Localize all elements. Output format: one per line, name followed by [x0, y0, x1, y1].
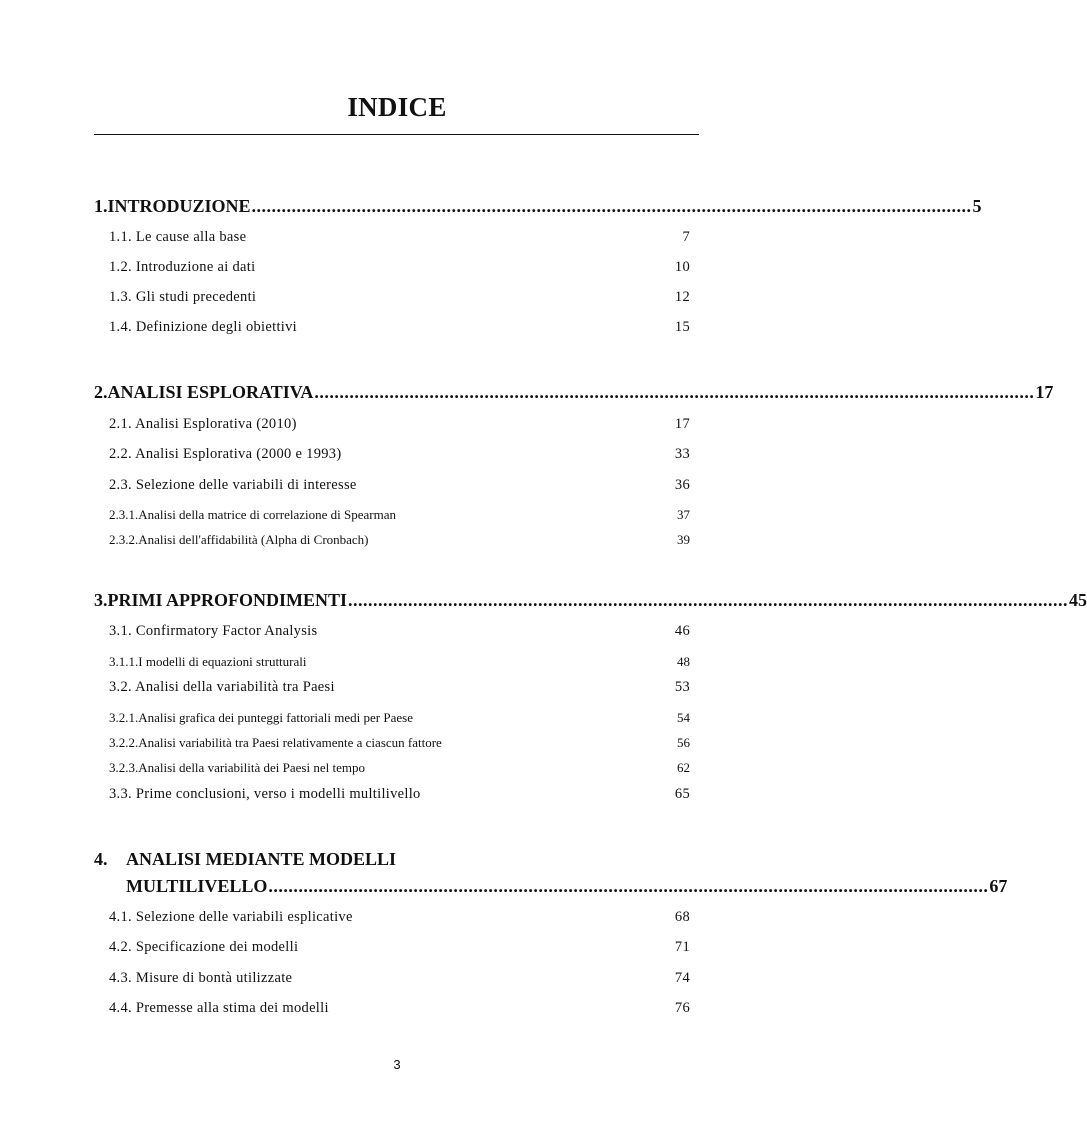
toc-chapter-4-line1[interactable] [94, 849, 690, 870]
toc-subsection[interactable] [109, 532, 690, 548]
toc-section[interactable] [109, 970, 690, 987]
page-title: INDICE [347, 92, 447, 122]
section-page: 10 [674, 259, 690, 275]
dot-leader: ................................................................................................................................................ [348, 590, 1068, 610]
toc-subsection[interactable] [109, 654, 690, 670]
dot-leader: ................................................................................................................................................ [268, 876, 989, 896]
section-label: 3.3. Prime conclusioni, verso i modelli multilivello [109, 786, 421, 802]
section-label: 1.4. Definizione degli obiettivi [109, 319, 297, 335]
chapter-number: 2. [94, 382, 108, 402]
chapter-page: 67 [989, 876, 1008, 896]
chapter-page: 45 [1069, 590, 1087, 610]
chapter-number: 3. [94, 590, 108, 610]
section-page: 48 [677, 654, 690, 669]
toc-subsection[interactable] [109, 760, 690, 776]
section-page: 76 [674, 1000, 690, 1016]
chapter-title: MULTILIVELLO [126, 876, 268, 896]
section-page: 56 [677, 735, 690, 750]
toc-section[interactable] [109, 939, 690, 956]
section-page: 68 [674, 909, 690, 925]
section-label: 4.3. Misure di bontà utilizzate [109, 970, 293, 986]
section-label: 3.2.2.Analisi variabilità tra Paesi relativamente a ciascun fattore [109, 735, 442, 750]
chapter-title: ANALISI ESPLORATIVA [107, 382, 314, 402]
section-label: 2.1. Analisi Esplorativa (2010) [109, 416, 297, 432]
section-label: 2.2. Analisi Esplorativa (2000 e 1993) [109, 446, 342, 462]
section-label: 3.1. Confirmatory Factor Analysis [109, 623, 318, 639]
toc-section[interactable] [109, 446, 690, 463]
section-page: 7 [682, 229, 690, 245]
section-label: 1.1. Le cause alla base [109, 229, 247, 245]
chapter-title-line1: ANALISI MEDIANTE MODELLI [126, 849, 397, 869]
section-page: 62 [677, 760, 690, 775]
section-label: 2.3.1.Analisi della matrice di correlazione di Spearman [109, 507, 396, 522]
section-label: 4.2. Specificazione dei modelli [109, 939, 299, 955]
toc-section[interactable] [109, 289, 690, 306]
dot-leader: ................................................................................................................................................ [251, 196, 972, 216]
section-page: 15 [674, 319, 690, 335]
chapter-title: PRIMI APPROFONDIMENTI [107, 590, 347, 610]
section-label: 3.2. Analisi della variabilità tra Paesi [109, 679, 335, 695]
section-page: 46 [674, 623, 690, 639]
toc-section[interactable] [109, 229, 690, 246]
toc-subsection[interactable] [109, 507, 690, 523]
section-label: 3.2.3.Analisi della variabilità dei Paesi nel tempo [109, 760, 365, 775]
page-number: 3 [393, 1057, 401, 1072]
section-label: 4.4. Premesse alla stima dei modelli [109, 1000, 329, 1016]
section-page: 39 [677, 532, 690, 547]
toc-section[interactable] [109, 416, 690, 433]
section-page: 65 [674, 786, 690, 802]
toc-section[interactable] [109, 786, 690, 803]
toc-section[interactable] [109, 319, 690, 336]
title-rule [94, 134, 699, 135]
toc-section[interactable] [109, 259, 690, 276]
section-label: 2.3.2.Analisi dell'affidabilità (Alpha di Cronbach) [109, 532, 369, 547]
toc-chapter-3[interactable] [94, 590, 1087, 611]
toc-chapter-2[interactable] [94, 382, 1054, 403]
section-page: 54 [677, 710, 690, 725]
chapter-page: 17 [1035, 382, 1054, 402]
toc-section[interactable] [109, 1000, 690, 1017]
chapter-number: 1. [94, 196, 108, 216]
section-page: 17 [674, 416, 690, 432]
section-label: 2.3. Selezione delle variabili di interesse [109, 477, 357, 493]
toc-section[interactable] [109, 477, 690, 494]
chapter-number: 4. [94, 849, 108, 869]
toc-subsection[interactable] [109, 735, 690, 751]
section-page: 33 [674, 446, 690, 462]
section-page: 71 [674, 939, 690, 955]
section-page: 74 [674, 970, 690, 986]
toc-section[interactable] [109, 623, 690, 640]
section-page: 37 [677, 507, 690, 522]
toc-subsection[interactable] [109, 710, 690, 726]
toc-section[interactable] [109, 679, 690, 696]
section-label: 1.3. Gli studi precedenti [109, 289, 257, 305]
section-page: 12 [674, 289, 690, 305]
section-label: 1.2. Introduzione ai dati [109, 259, 256, 275]
section-label: 4.1. Selezione delle variabili esplicative [109, 909, 353, 925]
section-label: 3.1.1.I modelli di equazioni strutturali [109, 654, 307, 669]
section-page: 36 [674, 477, 690, 493]
dot-leader: ................................................................................................................................................ [314, 382, 1035, 402]
toc-chapter-4[interactable] [126, 876, 1008, 897]
toc-chapter-1[interactable] [94, 196, 982, 217]
chapter-page: 5 [972, 196, 982, 216]
section-page: 53 [674, 679, 690, 695]
toc-section[interactable] [109, 909, 690, 926]
chapter-title: INTRODUZIONE [107, 196, 251, 216]
section-label: 3.2.1.Analisi grafica dei punteggi fattoriali medi per Paese [109, 710, 413, 725]
